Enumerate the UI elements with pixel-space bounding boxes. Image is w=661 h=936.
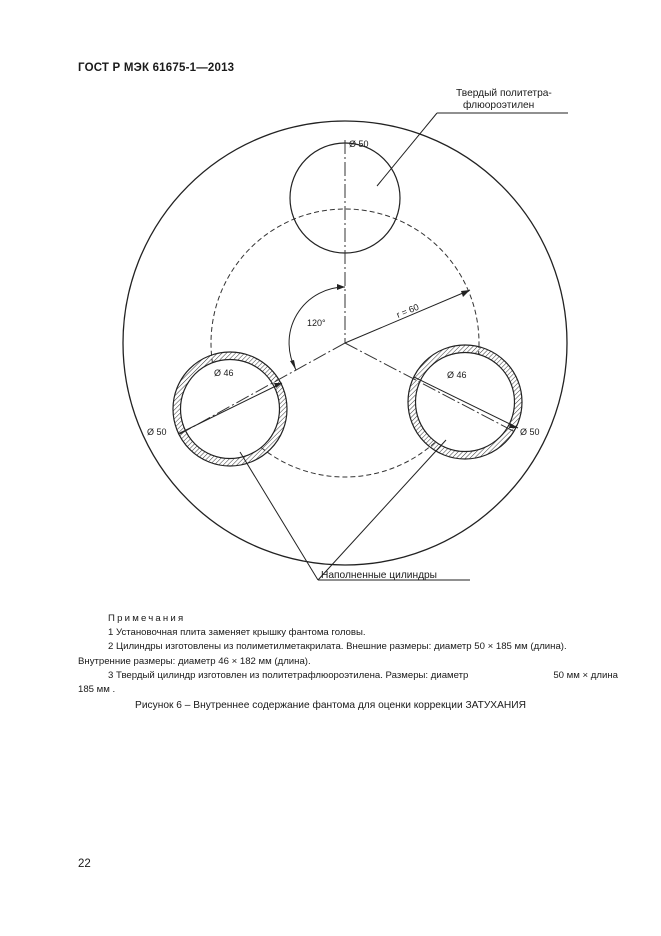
angle-label: 120° (307, 318, 326, 328)
note-3-continuation: 185 мм . (78, 684, 116, 696)
radius-label: r = 60 (395, 301, 421, 320)
page-number: 22 (78, 858, 91, 870)
note-3-text: 3 Твердый цилиндр изготовлен из политетрафлюороэтилена. Размеры: диаметр (108, 669, 469, 681)
filled-cylinders-label: Наполненные цилиндры (321, 570, 438, 581)
right-outer-diameter-label: Ø 50 (520, 427, 540, 437)
angle-arrowhead-bottom (290, 360, 296, 370)
note-2: 2 Цилиндры изготовлены из полиметилметакрилата. Внешние размеры: диаметр 50 × 185 мм (длина). (108, 641, 567, 653)
notes-title: Примечания (108, 613, 186, 624)
note-1: 1 Установочная плита заменяет крышку фантома головы. (108, 627, 366, 639)
material-leader-line (377, 113, 437, 186)
angle-arrowhead-top (337, 284, 345, 290)
radius-dimension-line (345, 290, 470, 343)
figure-caption: Рисунок 6 – Внутреннее содержание фантома для оценки коррекции ЗАТУХАНИЯ (135, 700, 526, 711)
material-label-line2: флюороэтилен (463, 100, 535, 111)
right-inner-diameter-label: Ø 46 (447, 370, 467, 380)
notes-block (78, 612, 618, 697)
left-outer-diameter-label: Ø 50 (147, 427, 167, 437)
note-3-dimension: 50 мм × длина (553, 669, 618, 681)
document-header: ГОСТ Р МЭК 61675-1—2013 (78, 62, 235, 74)
top-cylinder-diameter-label: Ø 50 (349, 139, 369, 149)
left-inner-diameter-label: Ø 46 (214, 368, 234, 378)
angle-arc (289, 287, 345, 370)
note-2-continuation: Внутренние размеры: диаметр 46 × 182 мм (длина). (78, 655, 311, 667)
radius-arrowhead (461, 290, 470, 297)
note-3 (78, 669, 618, 683)
material-label-line1: Твердый политетра- (456, 88, 552, 99)
filled-leader-right (318, 440, 446, 580)
